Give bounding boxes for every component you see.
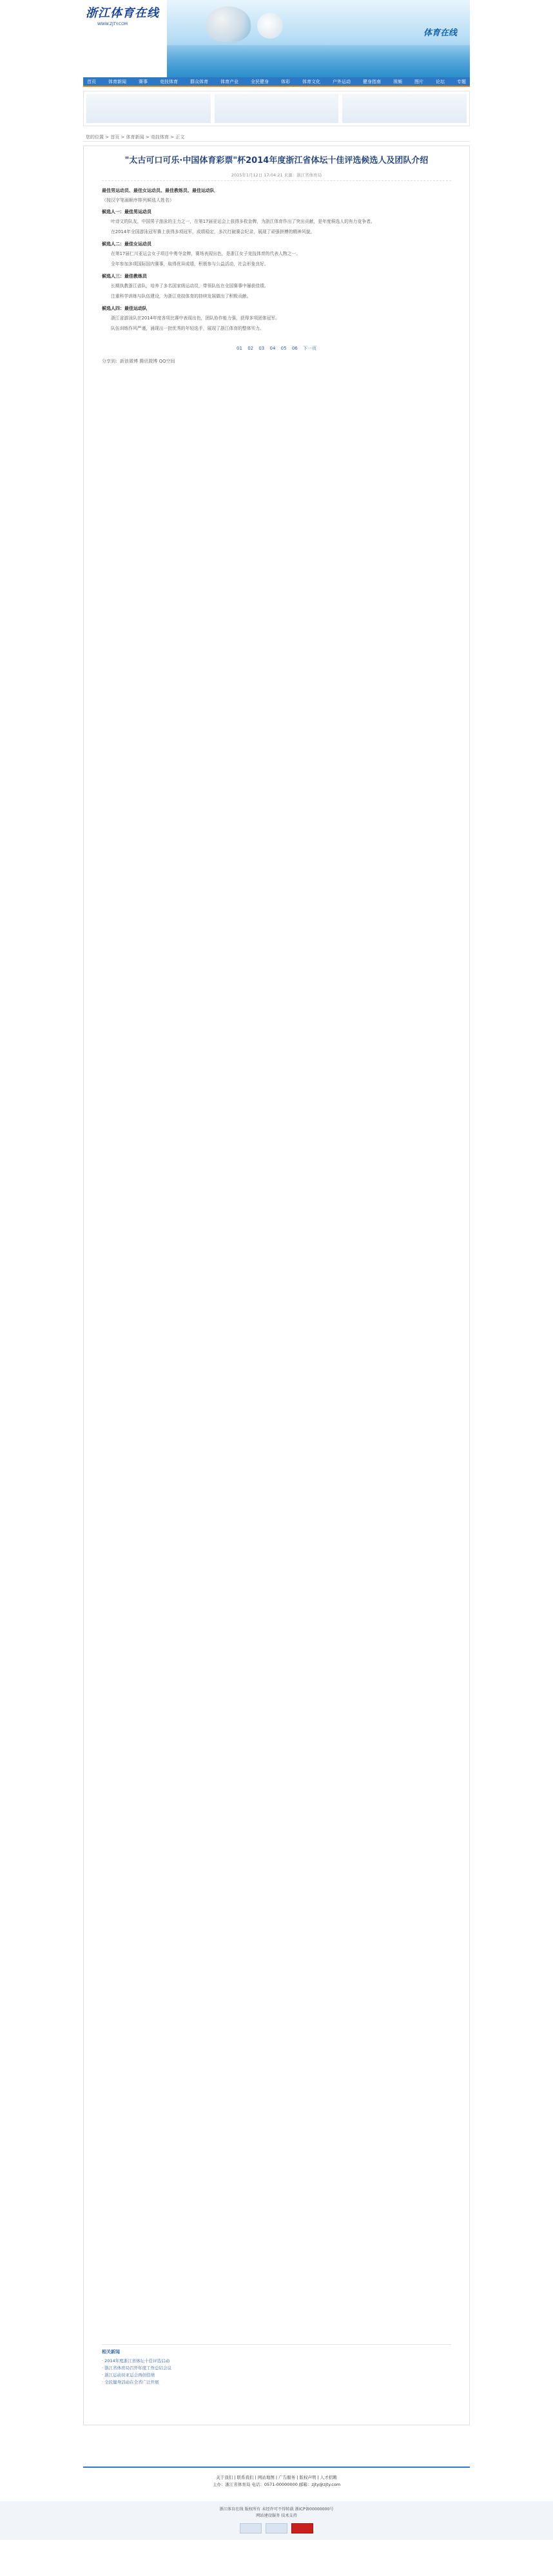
hero-slogan: 体育在线: [423, 28, 457, 38]
nav-item[interactable]: 体育文化: [302, 79, 320, 84]
hero-banner: [167, 0, 470, 77]
certification-badge[interactable]: [266, 2523, 287, 2533]
share-bar[interactable]: 分享到：新浪微博 腾讯微博 QQ空间: [102, 359, 175, 364]
certification-badge[interactable]: [240, 2523, 262, 2533]
related-heading: 相关新闻: [102, 2349, 120, 2354]
candidate-section: [102, 273, 451, 300]
section-paragraph: 注重科学训练与队伍建设，为浙江竞技体育的持续发展做出了积极贡献。: [111, 294, 251, 299]
logo-text: 浙江体育在线: [86, 6, 159, 20]
candidate-section: [102, 241, 451, 268]
footer-divider: [83, 2467, 470, 2468]
section-heading: 候选人一：最佳男运动员: [102, 209, 151, 214]
page-link[interactable]: 01: [237, 346, 242, 351]
nav-item[interactable]: 全民健身: [251, 79, 269, 84]
article-body: [102, 209, 451, 332]
ad-banner[interactable]: [342, 94, 467, 123]
article-lead: 最佳男运动员、最佳女运动员、最佳教练员、最佳运动队: [102, 188, 215, 193]
related-news: [102, 2344, 451, 2386]
nav-item[interactable]: 户外运动: [333, 79, 351, 84]
nav-item[interactable]: 首页: [87, 79, 96, 84]
nav-item[interactable]: 图片: [414, 79, 423, 84]
nav-item[interactable]: 健身指南: [363, 79, 381, 84]
footer-links[interactable]: 关于我们 | 联系我们 | 网站地图 | 广告服务 | 版权声明 | 人才招聘: [216, 2475, 337, 2480]
footer-contact: 主办：浙江省体育局 电话：0571-00000000 邮箱：zjty@zjty.com: [212, 2482, 341, 2487]
swimmer-image: [206, 6, 251, 42]
section-paragraph: 浙江省游泳队在2014年度各项比赛中表现出色，团队协作能力强，获得多项团体冠军。: [111, 316, 280, 321]
footer-bar: [0, 2501, 553, 2540]
section-heading: 候选人四：最佳运动队: [102, 306, 147, 311]
section-paragraph: 在2014年全国游泳冠军赛上获得多项冠军，成绩稳定，多次打破赛会纪录，展现了顽强拼搏的精神风貌。: [111, 229, 315, 234]
section-paragraph: 全年参加多项国际国内赛事，取得优异成绩，积极参与公益活动，社会形象良好。: [111, 261, 269, 267]
footer-copyright: 浙江体育在线 版权所有 未经许可不得转载 浙ICP备00000000号: [219, 2507, 334, 2512]
site-logo[interactable]: [86, 4, 168, 26]
related-link[interactable]: · 全民健身活动在全省广泛开展: [102, 2380, 159, 2385]
footer-bottom: 网站建设服务 技术支持: [256, 2514, 297, 2518]
ad-strip: [83, 91, 470, 126]
logo-url: WWW.ZJTY.COM: [97, 22, 128, 26]
nav-item[interactable]: 视频: [393, 79, 402, 84]
nav-item[interactable]: 体育产业: [220, 79, 238, 84]
nav-item[interactable]: 体育新闻: [108, 79, 126, 84]
swim-cap-image: [257, 13, 283, 39]
section-paragraph: 队伍训练作风严谨，涌现出一批优秀的年轻选手，展现了浙江体育的整体实力。: [111, 326, 264, 331]
section-paragraph: 在第17届仁川亚运会女子项目中勇夺金牌，赛场表现出色，是浙江女子竞技体育的代表人物之一。: [111, 251, 301, 256]
related-link[interactable]: · 2014年度浙江省体坛十佳评选启动: [102, 2358, 170, 2363]
main-nav: [83, 77, 470, 87]
candidate-section: [102, 209, 451, 236]
nav-item[interactable]: 竞技体育: [160, 79, 178, 84]
nav-item[interactable]: 赛事: [139, 79, 148, 84]
article-subtitle: （按汉字笔画顺序排列候选人姓名）: [102, 198, 174, 203]
water-wave: [167, 45, 470, 77]
page-link[interactable]: 05: [280, 346, 287, 351]
nav-item[interactable]: 论坛: [436, 79, 445, 84]
article: [83, 146, 470, 2425]
nav-item[interactable]: 体彩: [281, 79, 290, 84]
article-title: "太古可口可乐·中国体育彩票"杯2014年度浙江省体坛十佳评选候选人及团队介绍: [124, 156, 429, 166]
article-meta: 2015年1月12日 17:04:21 来源：浙江省体育局: [102, 172, 451, 181]
nav-item[interactable]: 群众体育: [190, 79, 208, 84]
page-link[interactable]: 06: [291, 346, 298, 351]
footer-badges: [0, 2523, 553, 2533]
certification-badge[interactable]: [291, 2523, 313, 2533]
section-heading: 候选人三：最佳教练员: [102, 274, 147, 279]
ad-banner[interactable]: [86, 94, 211, 123]
page-link[interactable]: 02: [247, 346, 254, 351]
page-link[interactable]: 03: [258, 346, 265, 351]
nav-item[interactable]: 专题: [457, 79, 466, 84]
candidate-section: [102, 305, 451, 332]
site-header: [83, 0, 470, 87]
section-heading: 候选人二：最佳女运动员: [102, 242, 151, 247]
section-paragraph: 长期执教浙江省队，培养了多名国家级运动员，带领队伍在全国赛事中屡获佳绩。: [111, 283, 269, 289]
related-link[interactable]: · 浙江省体育局召开年度工作总结会议: [102, 2365, 172, 2371]
page-link[interactable]: 04: [269, 346, 276, 351]
section-paragraph: 叶诗文的队友，中国男子游泳的主力之一，在第17届亚运会上获得多枚金牌，为浙江体育作出了突出贡献，是年度候选人的有力竞争者。: [111, 219, 375, 224]
breadcrumb[interactable]: 您的位置 > 首页 > 体育新闻 > 竞技体育 > 正文: [83, 133, 470, 142]
site-footer: [0, 2467, 553, 2540]
ad-banner[interactable]: [215, 94, 339, 123]
next-page-link[interactable]: 下一页: [302, 346, 316, 351]
related-link[interactable]: · 浙江运动员亚运会再创佳绩: [102, 2372, 155, 2378]
pagination: [102, 345, 451, 352]
